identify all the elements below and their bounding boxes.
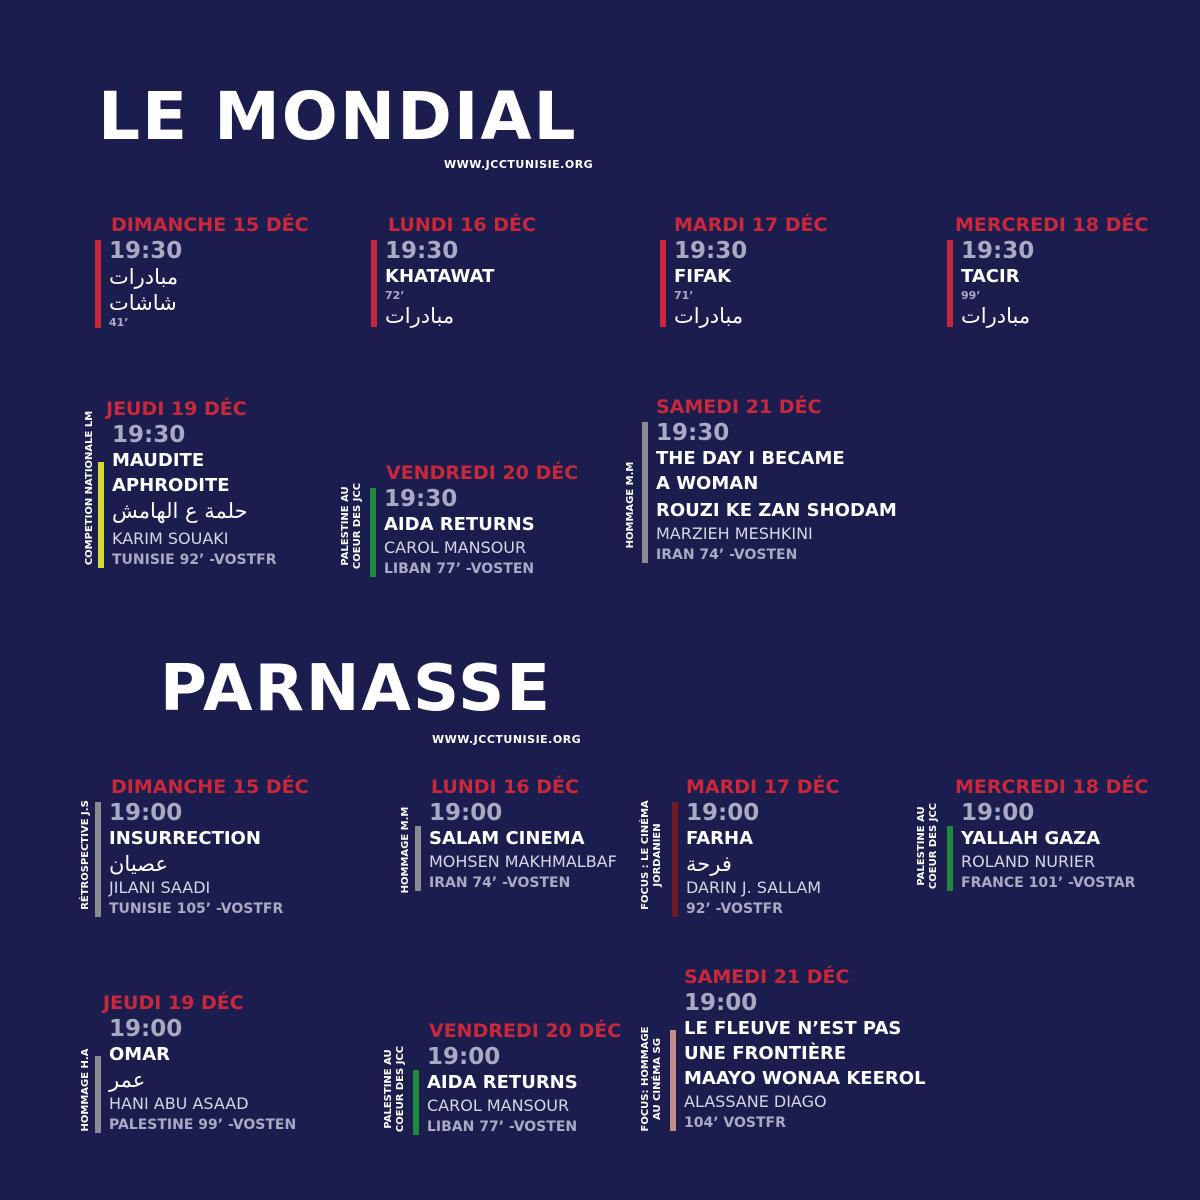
film-info: IRAN 74’ -VOSTEN: [429, 875, 571, 891]
film-title: FARHA: [686, 828, 754, 849]
event-day: MERCREDI 18 DÉC: [955, 776, 1149, 798]
category-bar: [413, 1070, 419, 1135]
film-info: IRAN 74’ -VOSTEN: [656, 547, 798, 563]
category-label: HOMMAGE M.M: [625, 461, 636, 549]
film-title-arabic: مبادرات: [109, 265, 179, 289]
event-day: MERCREDI 18 DÉC: [955, 214, 1149, 236]
film-director: CAROL MANSOUR: [384, 538, 527, 557]
event-day: VENDREDI 20 DÉC: [386, 462, 579, 484]
film-duration: 99’: [961, 289, 981, 302]
event-card: [947, 214, 1148, 329]
event-card: [660, 214, 827, 329]
category-bar: [95, 1056, 101, 1133]
event-card: [98, 398, 277, 570]
category-label-line: AU CINÉMA SG: [652, 1038, 663, 1120]
film-director: MARZIEH MESHKINI: [656, 524, 813, 543]
film-title: OMAR: [109, 1044, 171, 1065]
event-time: 19:00: [961, 800, 1035, 826]
event-time: 19:00: [429, 800, 503, 826]
event-card: [413, 1020, 621, 1137]
category-bar: [947, 240, 953, 327]
film-director: HANI ABU ASAAD: [109, 1094, 249, 1113]
event-day: LUNDI 16 DÉC: [388, 214, 536, 236]
category-label-line: COEUR DES JCC: [928, 802, 939, 890]
category-label: [640, 792, 664, 918]
event-time: 19:00: [109, 1016, 183, 1042]
event-time: 19:00: [684, 990, 758, 1016]
category-bar: [98, 462, 104, 568]
category-bar: [95, 240, 101, 328]
film-director: JILANI SAADI: [109, 878, 211, 897]
film-title-arabic: مبادرات: [385, 304, 455, 328]
film-title-arabic: شاشات: [109, 291, 177, 315]
category-label: [383, 1036, 407, 1142]
event-time: 19:30: [656, 420, 730, 446]
film-title: TACIR: [961, 266, 1020, 287]
film-title-arabic: عمر: [109, 1068, 146, 1092]
category-bar: [642, 422, 648, 563]
website-url: WWW.JCCTUNISIE.ORG: [432, 733, 582, 746]
category-label-line: PALESTINE AU: [383, 1049, 394, 1129]
category-bar: [371, 240, 377, 327]
film-duration: 41’: [109, 316, 129, 329]
event-time: 19:00: [109, 800, 183, 826]
event-card: [670, 966, 926, 1133]
category-label-line: PALESTINE AU: [916, 806, 927, 886]
category-label: HOMMAGE H.A: [80, 1048, 91, 1132]
film-duration: 72’: [385, 289, 405, 302]
film-title: AIDA RETURNS: [384, 514, 535, 535]
category-label-line: JORDANIEN: [652, 823, 663, 887]
film-title-arabic: مبادرات: [961, 304, 1031, 328]
event-time: 19:30: [384, 486, 458, 512]
film-title: SALAM CINEMA: [429, 828, 585, 849]
film-title-arabic: فرحة: [686, 852, 732, 876]
venue-title-mondial: LE MONDIAL: [98, 78, 578, 155]
category-bar: [370, 488, 376, 577]
film-info: TUNISIE 92’ -VOSTFR: [112, 552, 277, 568]
film-title: ROUZI KE ZAN SHODAM: [656, 500, 897, 521]
event-day: JEUDI 19 DÉC: [103, 992, 244, 1014]
category-label-line: FOCUS : LE CINÉMA: [640, 800, 651, 910]
event-time: 19:00: [686, 800, 760, 826]
venue-title-parnasse: PARNASSE: [160, 652, 552, 726]
film-director: ALASSANE DIAGO: [684, 1092, 827, 1111]
event-time: 19:30: [961, 238, 1035, 264]
film-title: INSURRECTION: [109, 828, 261, 849]
film-director: DARIN J. SALLAM: [686, 878, 822, 897]
film-director: KARIM SOUAKI: [112, 529, 229, 548]
film-info: 92’ -VOSTFR: [686, 901, 783, 917]
film-title: MAUDITE: [112, 450, 205, 471]
category-bar: [95, 802, 101, 917]
category-label-line: FOCUS: HOMMAGE: [640, 1026, 651, 1132]
category-label: [640, 1016, 664, 1142]
event-time: 19:30: [385, 238, 459, 264]
category-bar: [670, 1030, 676, 1131]
film-title-arabic: مبادرات: [674, 304, 744, 328]
film-title: YALLAH GAZA: [961, 828, 1101, 849]
category-label-line: COEUR DES JCC: [352, 482, 363, 570]
event-day: DIMANCHE 15 DÉC: [111, 776, 309, 798]
category-label-line: PALESTINE AU: [340, 486, 351, 566]
film-duration: 71’: [674, 289, 694, 302]
category-label: HOMMAGE M.M: [400, 806, 411, 894]
film-director: MOHSEN MAKHMALBAF: [429, 852, 617, 871]
category-bar: [947, 826, 953, 891]
event-day: JEUDI 19 DÉC: [106, 398, 247, 420]
film-title: LE FLEUVE N’EST PAS: [684, 1018, 902, 1039]
event-day: SAMEDI 21 DÉC: [684, 966, 850, 988]
film-title: FIFAK: [674, 266, 732, 287]
event-time: 19:30: [112, 422, 186, 448]
category-label: RÉTROSPECTIVE J.S: [80, 800, 91, 910]
category-label: [340, 476, 364, 576]
event-card: [415, 776, 617, 893]
category-bar: [415, 826, 421, 891]
event-day: DIMANCHE 15 DÉC: [111, 214, 309, 236]
event-day: MARDI 17 DÉC: [686, 776, 840, 798]
event-time: 19:00: [427, 1044, 501, 1070]
event-time: 19:30: [674, 238, 748, 264]
website-url: WWW.JCCTUNISIE.ORG: [444, 158, 594, 171]
category-label: COMPETION NATIONALE LM: [84, 410, 95, 566]
event-card: [95, 992, 296, 1135]
film-title: AIDA RETURNS: [427, 1072, 578, 1093]
category-label-line: COEUR DES JCC: [395, 1045, 406, 1133]
event-card: [370, 462, 578, 579]
film-director: ROLAND NURIER: [961, 852, 1096, 871]
event-card: [95, 214, 309, 330]
film-info: 104’ VOSTFR: [684, 1115, 786, 1131]
film-info: PALESTINE 99’ -VOSTEN: [109, 1117, 297, 1133]
film-title: KHATAWAT: [385, 266, 495, 287]
category-bar: [672, 802, 678, 917]
event-day: VENDREDI 20 DÉC: [429, 1020, 622, 1042]
film-title-arabic: حلمة ع الهامش: [112, 499, 248, 523]
event-card: [371, 214, 536, 329]
category-bar: [660, 240, 666, 327]
film-title: APHRODITE: [112, 475, 230, 496]
film-title: MAAYO WONAA KEEROL: [684, 1068, 926, 1089]
film-info: LIBAN 77’ -VOSTEN: [384, 561, 535, 577]
event-card: [95, 776, 309, 919]
event-card: [947, 776, 1148, 893]
film-info: TUNISIE 105’ -VOSTFR: [109, 901, 284, 917]
event-card: [672, 776, 839, 919]
film-title: A WOMAN: [656, 473, 759, 494]
film-info: LIBAN 77’ -VOSTEN: [427, 1119, 578, 1135]
category-label: [916, 796, 940, 896]
film-title: THE DAY I BECAME: [656, 448, 845, 469]
event-card: [642, 396, 897, 565]
event-day: SAMEDI 21 DÉC: [656, 396, 822, 418]
event-day: MARDI 17 DÉC: [674, 214, 828, 236]
film-info: FRANCE 101’ -VOSTAR: [961, 875, 1136, 891]
film-director: CAROL MANSOUR: [427, 1096, 570, 1115]
event-time: 19:30: [109, 238, 183, 264]
event-day: LUNDI 16 DÉC: [431, 776, 579, 798]
film-title: UNE FRONTIÈRE: [684, 1043, 847, 1064]
film-title-arabic: عصيان: [109, 852, 168, 876]
